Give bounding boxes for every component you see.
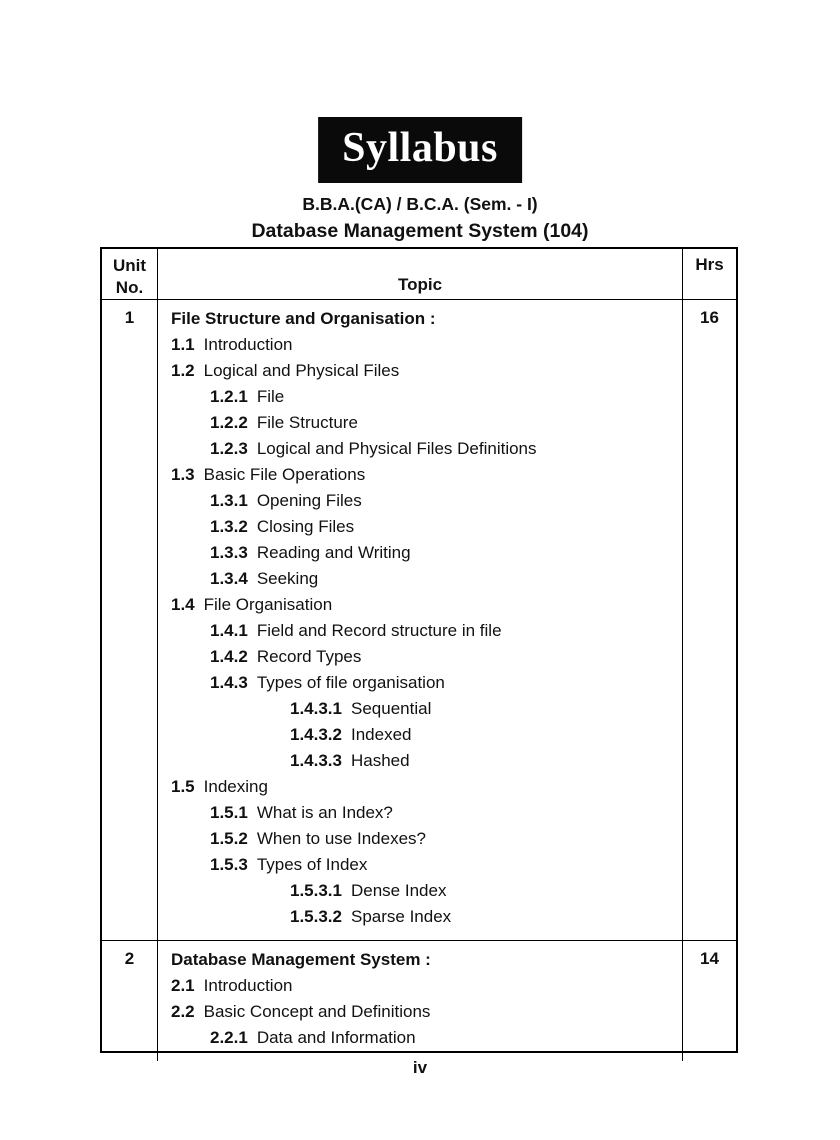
item-text: Reading and Writing — [256, 543, 411, 562]
topic-cell — [157, 300, 682, 940]
item-text: Field and Record structure in file — [256, 621, 502, 640]
item-text: Sequential — [351, 699, 432, 718]
item-text: File Structure — [256, 413, 358, 432]
header-hrs — [682, 249, 736, 299]
hrs-cell: 16 — [682, 300, 736, 940]
item-number: 1.5 — [171, 777, 195, 796]
topic-item — [166, 332, 674, 358]
course-title: B.B.A.(CA) / B.C.A. (Sem. - I) — [302, 194, 538, 214]
item-text: Sparse Index — [351, 907, 452, 926]
item-text: File Organisation — [203, 595, 333, 614]
item-number: 1.4 — [171, 595, 195, 614]
item-number: 1.4.3.3 — [290, 751, 342, 770]
item-number: 1.4.1 — [210, 621, 248, 640]
unit-cell: 1 — [124, 308, 135, 327]
item-number: 1.4.3.2 — [290, 725, 342, 744]
topic-item — [166, 774, 674, 800]
table-header-row — [102, 249, 736, 299]
item-text: Record Types — [256, 647, 362, 666]
row-title: File Structure and Organisation : — [171, 309, 436, 328]
item-text: Logical and Physical Files Definitions — [256, 439, 537, 458]
item-text: Logical and Physical Files — [203, 361, 400, 380]
item-text: Introduction — [203, 335, 293, 354]
item-number: 1.4.2 — [210, 647, 248, 666]
item-number: 1.3.3 — [210, 543, 248, 562]
unit-cell: 2 — [124, 949, 135, 968]
header-topic — [157, 249, 682, 299]
item-number: 1.5.3 — [210, 855, 248, 874]
item-text: What is an Index? — [256, 803, 393, 822]
topic-item — [166, 973, 674, 999]
item-number: 1.5.1 — [210, 803, 248, 822]
topic-item — [166, 800, 674, 826]
topic-item — [166, 358, 674, 384]
item-text: File — [256, 387, 285, 406]
topic-item — [166, 488, 674, 514]
topic-item — [166, 696, 674, 722]
hrs-cell: 14 — [682, 941, 736, 1061]
item-number: 1.5.3.1 — [290, 881, 342, 900]
header-hrs-label: Hrs — [695, 255, 724, 274]
topic-item — [166, 999, 674, 1025]
item-number: 1.2 — [171, 361, 195, 380]
topic-item — [166, 618, 674, 644]
item-text: When to use Indexes? — [256, 829, 426, 848]
table-row — [102, 940, 736, 1061]
header-unit-no — [102, 249, 157, 299]
item-number: 1.5.2 — [210, 829, 248, 848]
item-number: 1.4.3 — [210, 673, 248, 692]
topic-item — [166, 826, 674, 852]
topic-item — [166, 514, 674, 540]
item-number: 1.3 — [171, 465, 195, 484]
item-text: Types of file organisation — [256, 673, 445, 692]
topic-item — [166, 462, 674, 488]
topic-item — [166, 748, 674, 774]
item-number: 2.1 — [171, 976, 195, 995]
syllabus-table — [100, 247, 738, 1053]
topic-item — [166, 722, 674, 748]
topic-item — [166, 670, 674, 696]
item-text: Basic File Operations — [203, 465, 366, 484]
subject-title: Database Management System (104) — [251, 220, 589, 242]
header-topic-label: Topic — [397, 275, 443, 294]
topic-item — [166, 592, 674, 618]
topic-item — [166, 878, 674, 904]
topic-item — [166, 644, 674, 670]
table-row — [102, 299, 736, 940]
item-number: 1.1 — [171, 335, 195, 354]
topic-item — [166, 410, 674, 436]
topic-item — [166, 852, 674, 878]
item-number: 1.2.3 — [210, 439, 248, 458]
item-number: 1.5.3.2 — [290, 907, 342, 926]
item-text: Seeking — [256, 569, 319, 588]
item-number: 1.3.1 — [210, 491, 248, 510]
header-unit-line1: Unit — [112, 256, 147, 275]
item-number: 2.2.1 — [210, 1028, 248, 1047]
page-number: iv — [412, 1058, 428, 1077]
item-text: Indexed — [351, 725, 412, 744]
item-text: Opening Files — [256, 491, 362, 510]
topic-item — [166, 566, 674, 592]
item-number: 1.2.1 — [210, 387, 248, 406]
item-number: 1.2.2 — [210, 413, 248, 432]
item-text: Closing Files — [256, 517, 355, 536]
item-text: Introduction — [203, 976, 293, 995]
item-text: Hashed — [351, 751, 410, 770]
topic-item — [166, 904, 674, 930]
item-number: 2.2 — [171, 1002, 195, 1021]
topic-item — [166, 384, 674, 410]
item-text: Types of Index — [256, 855, 368, 874]
item-number: 1.4.3.1 — [290, 699, 342, 718]
item-number: 1.3.4 — [210, 569, 248, 588]
item-text: Dense Index — [351, 881, 447, 900]
row-title: Database Management System : — [171, 950, 431, 969]
topic-item — [166, 436, 674, 462]
topic-item — [166, 540, 674, 566]
item-text: Basic Concept and Definitions — [203, 1002, 431, 1021]
item-text: Indexing — [203, 777, 268, 796]
table-body — [102, 299, 736, 1061]
topic-item — [166, 1025, 674, 1051]
syllabus-banner: Syllabus — [318, 117, 522, 183]
topic-cell — [157, 941, 682, 1061]
item-number: 1.3.2 — [210, 517, 248, 536]
header-unit-line2: No. — [115, 278, 144, 297]
item-text: Data and Information — [256, 1028, 416, 1047]
